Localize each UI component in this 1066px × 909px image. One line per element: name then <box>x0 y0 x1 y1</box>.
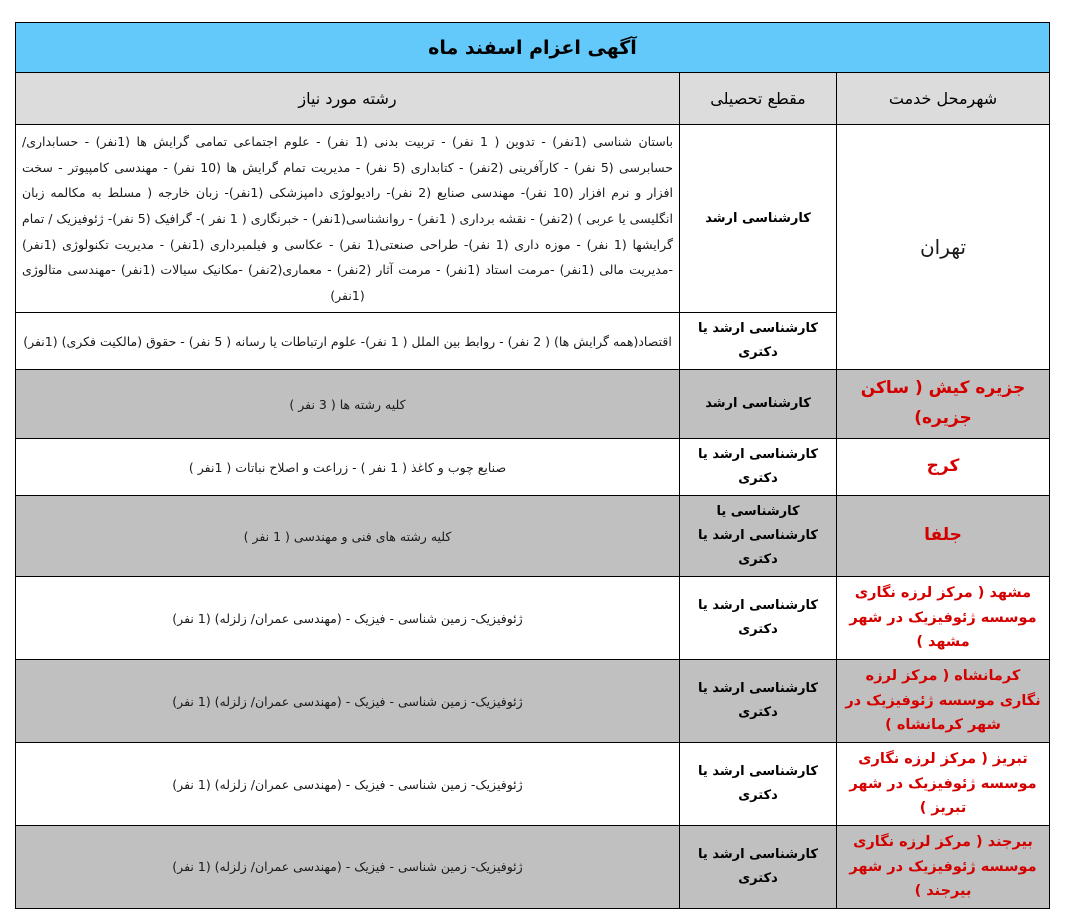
table-row <box>15 438 1049 495</box>
cell-education-level: کارشناسی ارشد یا دکتری <box>680 438 837 495</box>
cell-required-field: ژئوفیزیک- زمین شناسی - فیزیک - (مهندسی عمران/ زلزله) (1 نفر) <box>15 577 679 660</box>
cell-service-city: تهران <box>837 125 1050 370</box>
table-row <box>15 660 1049 743</box>
cell-required-field: ژئوفیزیک- زمین شناسی - فیزیک - (مهندسی عمران/ زلزله) (1 نفر) <box>15 660 679 743</box>
cell-required-field: اقتصاد(همه گرایش ها) ( 2 نفر) - روابط بین الملل ( 1 نفر)- علوم ارتباطات یا رسانه ( 5 نفر) - حقوق (مالکیت فکری) (1نفر) <box>15 313 679 370</box>
table-row <box>15 743 1049 826</box>
cell-education-level: کارشناسی ارشد یا دکتری <box>680 825 837 908</box>
cell-education-level: کارشناسی ارشد یا دکتری <box>680 313 837 370</box>
table-row <box>15 370 1049 439</box>
table-body <box>15 125 1049 909</box>
cell-service-city: کرج <box>837 438 1050 495</box>
table-row <box>15 496 1049 577</box>
cell-required-field: ژئوفیزیک- زمین شناسی - فیزیک - (مهندسی عمران/ زلزله) (1 نفر) <box>15 743 679 826</box>
cell-service-city: مشهد ( مرکز لرزه نگاری موسسه ژئوفیزیک در شهر مشهد ) <box>837 577 1050 660</box>
cell-education-level: کارشناسی ارشد <box>680 370 837 439</box>
cell-education-level: کارشناسی یا کارشناسی ارشد یا دکتری <box>680 496 837 577</box>
cell-required-field: ژئوفیزیک- زمین شناسی - فیزیک - (مهندسی عمران/ زلزله) (1 نفر) <box>15 825 679 908</box>
cell-required-field: صنایع چوب و کاغذ ( 1 نفر ) - زراعت و اصلاح نباتات ( 1نفر ) <box>15 438 679 495</box>
page-title: آگهی اعزام اسفند ماه <box>15 23 1049 73</box>
cell-required-field: کلیه رشته های فنی و مهندسی ( 1 نفر ) <box>15 496 679 577</box>
table-row <box>15 825 1049 908</box>
table-head <box>15 23 1049 125</box>
cell-service-city: تبریز ( مرکز لرزه نگاری موسسه ژئوفیزیک در شهر تبریز ) <box>837 743 1050 826</box>
cell-service-city: جزیره کیش ( ساکن جزیره) <box>837 370 1050 439</box>
cell-service-city: جلفا <box>837 496 1050 577</box>
table-row <box>15 125 1049 313</box>
column-header-field: رشته مورد نیاز <box>15 73 679 125</box>
title-row <box>15 23 1049 73</box>
column-header-city: شهرمحل خدمت <box>837 73 1050 125</box>
announcement-table <box>15 22 1050 909</box>
column-header-degree: مقطع تحصیلی <box>680 73 837 125</box>
cell-education-level: کارشناسی ارشد یا دکتری <box>680 577 837 660</box>
cell-education-level: کارشناسی ارشد یا دکتری <box>680 660 837 743</box>
cell-service-city: بیرجند ( مرکز لرزه نگاری موسسه ژئوفیزیک در شهر بیرجند ) <box>837 825 1050 908</box>
cell-education-level: کارشناسی ارشد <box>680 125 837 313</box>
cell-required-field: باستان شناسی (1نفر) - تدوین ( 1 نفر) - تربیت بدنی (1 نفر) - علوم اجتماعی تمامی گرایش ها (1نفر) - حسابداری/ حسابرسی (5 نفر) - کارآفرینی (2نفر) - کتابداری (5 نفر) - مدیریت تمام گرایش ها (10 نفر) - مهندسی کامپیوتر - سخت افزار و نرم افزار (10 نفر)- مهندسی صنایع (2 نفر)- رادیولوژی دامپزشکی (1نفر)- زبان خارجه ( مسلط به مکالمه زبان انگلیسی یا عربی ) (2نفر) - نقشه برداری ( 1نفر) - روانشناسی(1نفر) - خبرنگاری ( 1 نفر )- گرافیک (5 نفر)- ژئوفیزیک / تمام گرایشها (1 نفر) - موزه داری (1 نفر)- طراحی صنعتی(1 نفر) - عکاسی و فیلمبرداری (1نفر) - مدیریت تکنولوژی (1نفر) -مدیریت مالی (1نفر) -مرمت استاد (1نفر) - مرمت آثار (2نفر) - معماری(2نفر) -مکانیک سیالات (1نفر) -مهندسی متالوژی (1نفر) <box>15 125 679 313</box>
column-header-row <box>15 73 1049 125</box>
cell-education-level: کارشناسی ارشد یا دکتری <box>680 743 837 826</box>
cell-required-field: کلیه رشته ها ( 3 نفر ) <box>15 370 679 439</box>
table-row <box>15 577 1049 660</box>
cell-service-city: کرمانشاه ( مرکز لرزه نگاری موسسه ژئوفیزیک در شهر کرمانشاه ) <box>837 660 1050 743</box>
